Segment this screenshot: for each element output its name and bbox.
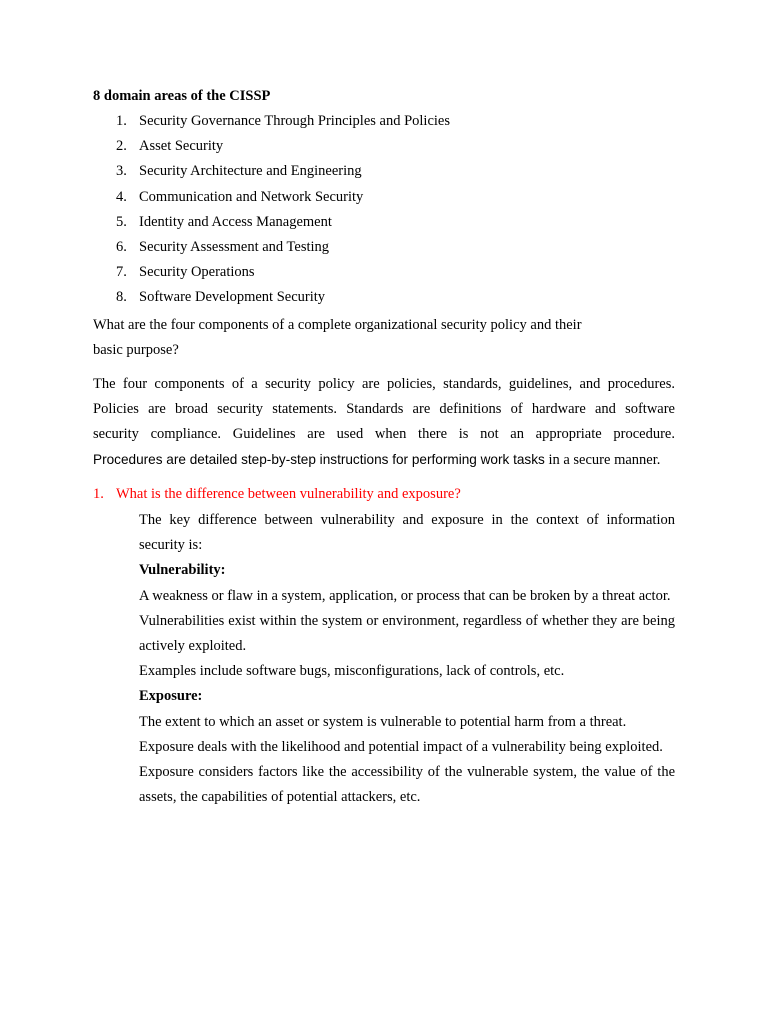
vulnerability-paragraph: Vulnerabilities exist within the system or environment, regardless of whether they are being actively exploited. <box>139 612 675 655</box>
exposure-paragraph: Exposure deals with the likelihood and potential impact of a vulnerability being exploited. <box>139 738 663 755</box>
answer-line: security compliance. Guidelines are used when there is not an appropriate procedure. <box>93 426 675 442</box>
answer-line: Policies are broad security statements. Standards are definitions of hardware and software <box>93 401 675 417</box>
answer-line: Procedures are detailed step-by-step instructions for performing work tasks in a secure manner. <box>93 452 661 468</box>
document-page: 8 domain areas of the CISSP 1. Security Governance Through Principles and Policies 2. Asset Security 3. Security Architecture and Engineering 4. Communication and Network Security 5. Identity and Access Management 6. Security Assessment and Testing 7. Security Operations 8. Software Development Security What are the four components of a complete organizational security policy and their basic purpose? The four components of a security policy are policies, standards, guidelines, and procedures. Policies are broad security statements. Standards are definitions of hardware and software security compliance. Guidelines are used when there is not an appropriate procedure. Procedures are detailed step-by-step instructions for performing work tasks in a secure manner. 1. What is the difference between vulnerability and exposure? The key difference between vulnerability and exposure in the context of information security is: Vulnerability: A weakness or flaw in a system, application, or process that can be broken by a threat actor. Vulnerabilities exist within the system or environment, regardless of whether they are being actively exploited. Examples include software bugs, misconfigurations, lack of controls, etc. Exposure: The extent to which an asset or system is vulnerable to potential harm from a threat. Exposure deals with the likelihood and potential impact of a vulnerability being exploited. Exposure considers factors like the accessibility of the vulnerable system, the value of the assets, the capabilities of potential attackers, etc. <box>0 0 768 1024</box>
question-line: basic purpose? <box>93 342 179 358</box>
exposure-paragraph: The extent to which an asset or system is vulnerable to potential harm from a threat. <box>139 713 627 730</box>
answer-line: The four components of a security policy are policies, standards, guidelines, and procedures. <box>93 376 675 392</box>
answer-paragraph <box>93 372 675 473</box>
vulnerability-paragraph: Examples include software bugs, misconfigurations, lack of controls, etc. <box>139 663 565 680</box>
vulnerability-paragraph: A weakness or flaw in a system, application, or process that can be broken by a threat actor. <box>139 587 671 604</box>
intro-line: The key difference between vulnerability and exposure in the context of information <box>139 512 675 528</box>
answer-body <box>139 508 675 810</box>
intro-line: security is: <box>139 537 203 554</box>
vulnerability-heading: Vulnerability: <box>139 562 226 579</box>
exposure-heading: Exposure: <box>139 688 203 705</box>
question-paragraph <box>93 313 653 363</box>
section-heading: 8 domain areas of the CISSP <box>93 88 271 104</box>
question-line: What are the four components of a complete organizational security policy and their <box>93 317 582 333</box>
exposure-paragraph: Exposure considers factors like the accessibility of the vulnerable system, the value of the assets, the capabilities of potential attackers, etc. <box>139 764 675 806</box>
numbered-question: 1. What is the difference between vulnerability and exposure? <box>93 486 461 502</box>
